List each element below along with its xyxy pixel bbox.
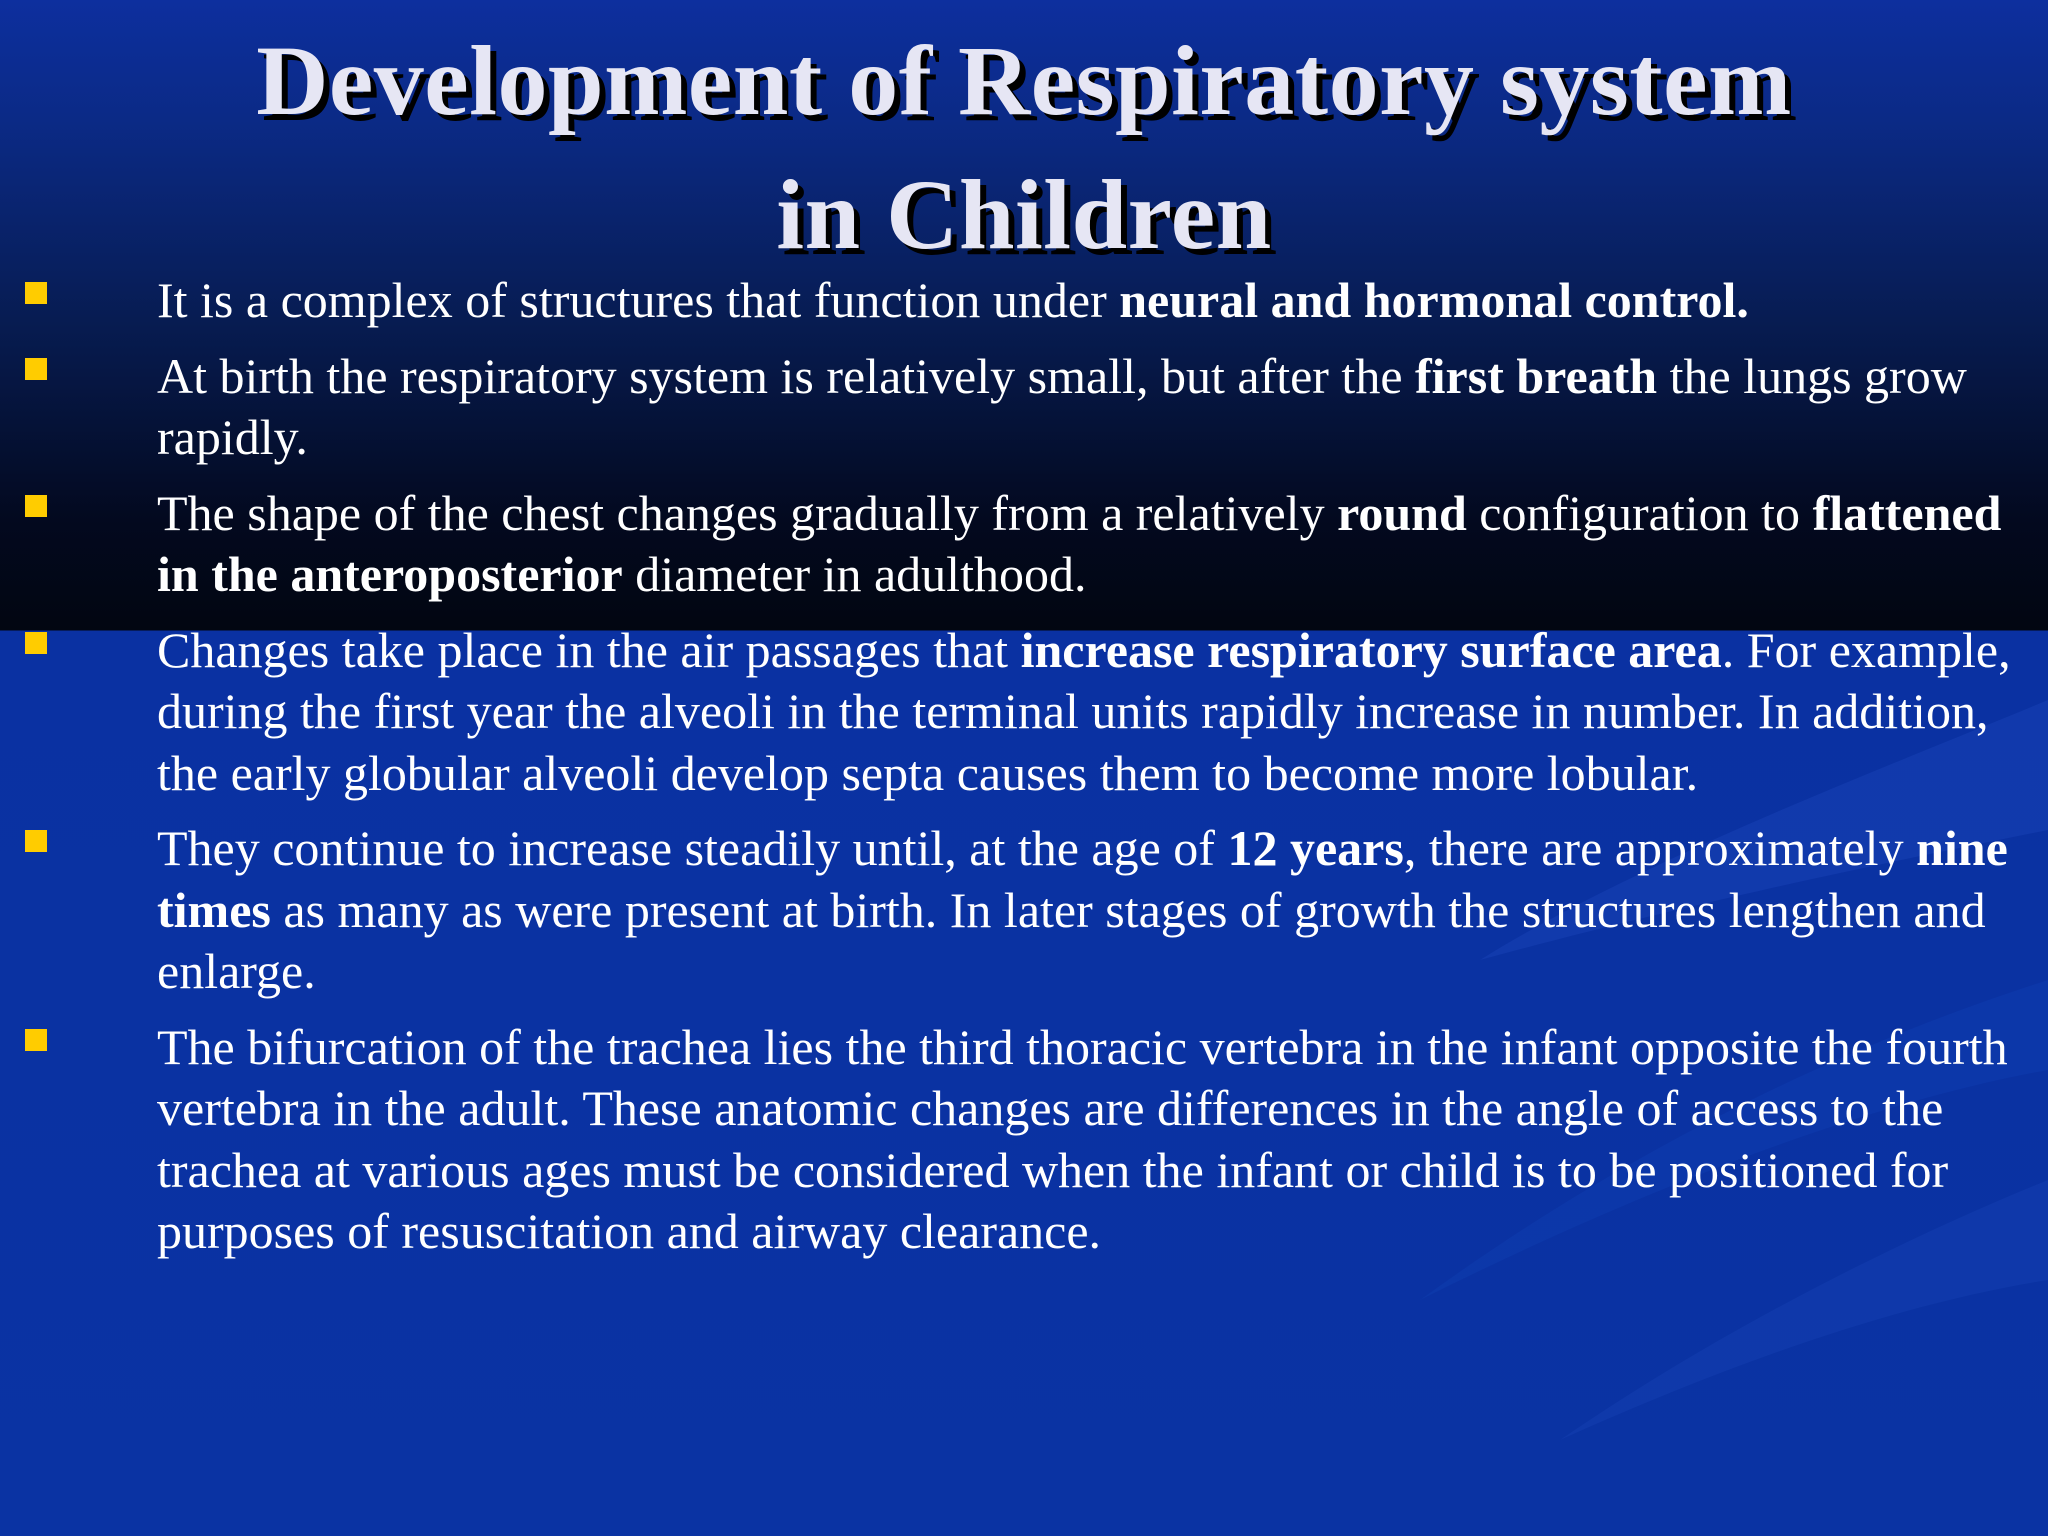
bullet-list	[0, 270, 2048, 1277]
bullet-item-first-breath	[0, 346, 2048, 469]
bullet-text: The shape of the chest changes gradually from a relatively	[157, 484, 1338, 541]
bullet-item-neural-control	[0, 270, 2048, 332]
square-bullet-icon	[25, 358, 47, 380]
bullet-text: configuration to	[1466, 484, 1813, 541]
bullet-item-chest-shape	[0, 483, 2048, 606]
bullet-bold-text: increase respiratory surface area	[1020, 621, 1722, 678]
bullet-bold-text: flattened in the anteroposterior	[157, 484, 2002, 602]
slide-title-line-1: Development of Respiratory system	[256, 25, 1792, 136]
bullet-bold-text: first breath	[1415, 347, 1658, 404]
bullet-text: as many as were present at birth. In later stages of growth the structures lengthen and enlarge.	[157, 881, 1986, 999]
bullet-bold-text: 12 years	[1227, 820, 1404, 876]
bullet-bold-text: nine times	[157, 820, 2008, 938]
bullet-text: At birth the respiratory system is relatively small, but after the	[157, 347, 1416, 404]
slide-title	[0, 14, 2048, 282]
bullet-item-alveoli-growth	[0, 818, 2048, 1003]
square-bullet-icon	[25, 495, 47, 517]
slide-title-line-2: in Children	[776, 159, 1272, 270]
bullet-bold-text: neural and hormonal control.	[1119, 272, 1749, 328]
bullet-item-air-passages	[0, 620, 2048, 805]
bullet-text: The bifurcation of the trachea lies the third thoracic vertebra in the infant opposite the fourth vertebra in the adult. These anatomic changes are differences in the angle of access to the trachea at various ages must be considered when the infant or child is to be positioned for purposes of resuscitation and airway clearance.	[157, 1018, 2008, 1259]
bullet-text: Changes take place in the air passages that	[157, 621, 1021, 678]
bullet-text: They continue to increase steadily until, at the age of	[157, 820, 1228, 876]
bullet-text: the lungs grow rapidly.	[157, 347, 1967, 465]
bullet-text: , there are approximately	[1403, 820, 1917, 876]
bullet-item-trachea-bifurcation	[0, 1017, 2048, 1263]
square-bullet-icon	[25, 1029, 47, 1051]
bullet-bold-text: round	[1337, 484, 1467, 541]
bullet-text: diameter in adulthood.	[622, 546, 1087, 602]
bullet-text: . For example, during the first year the alveoli in the terminal units rapidly increase in number. In addition, the early globular alveoli develop septa causes them to become more lobular.	[157, 621, 2011, 801]
square-bullet-icon	[25, 632, 47, 654]
square-bullet-icon	[25, 282, 47, 304]
square-bullet-icon	[25, 830, 47, 852]
bullet-text: It is a complex of structures that function under	[157, 272, 1120, 328]
